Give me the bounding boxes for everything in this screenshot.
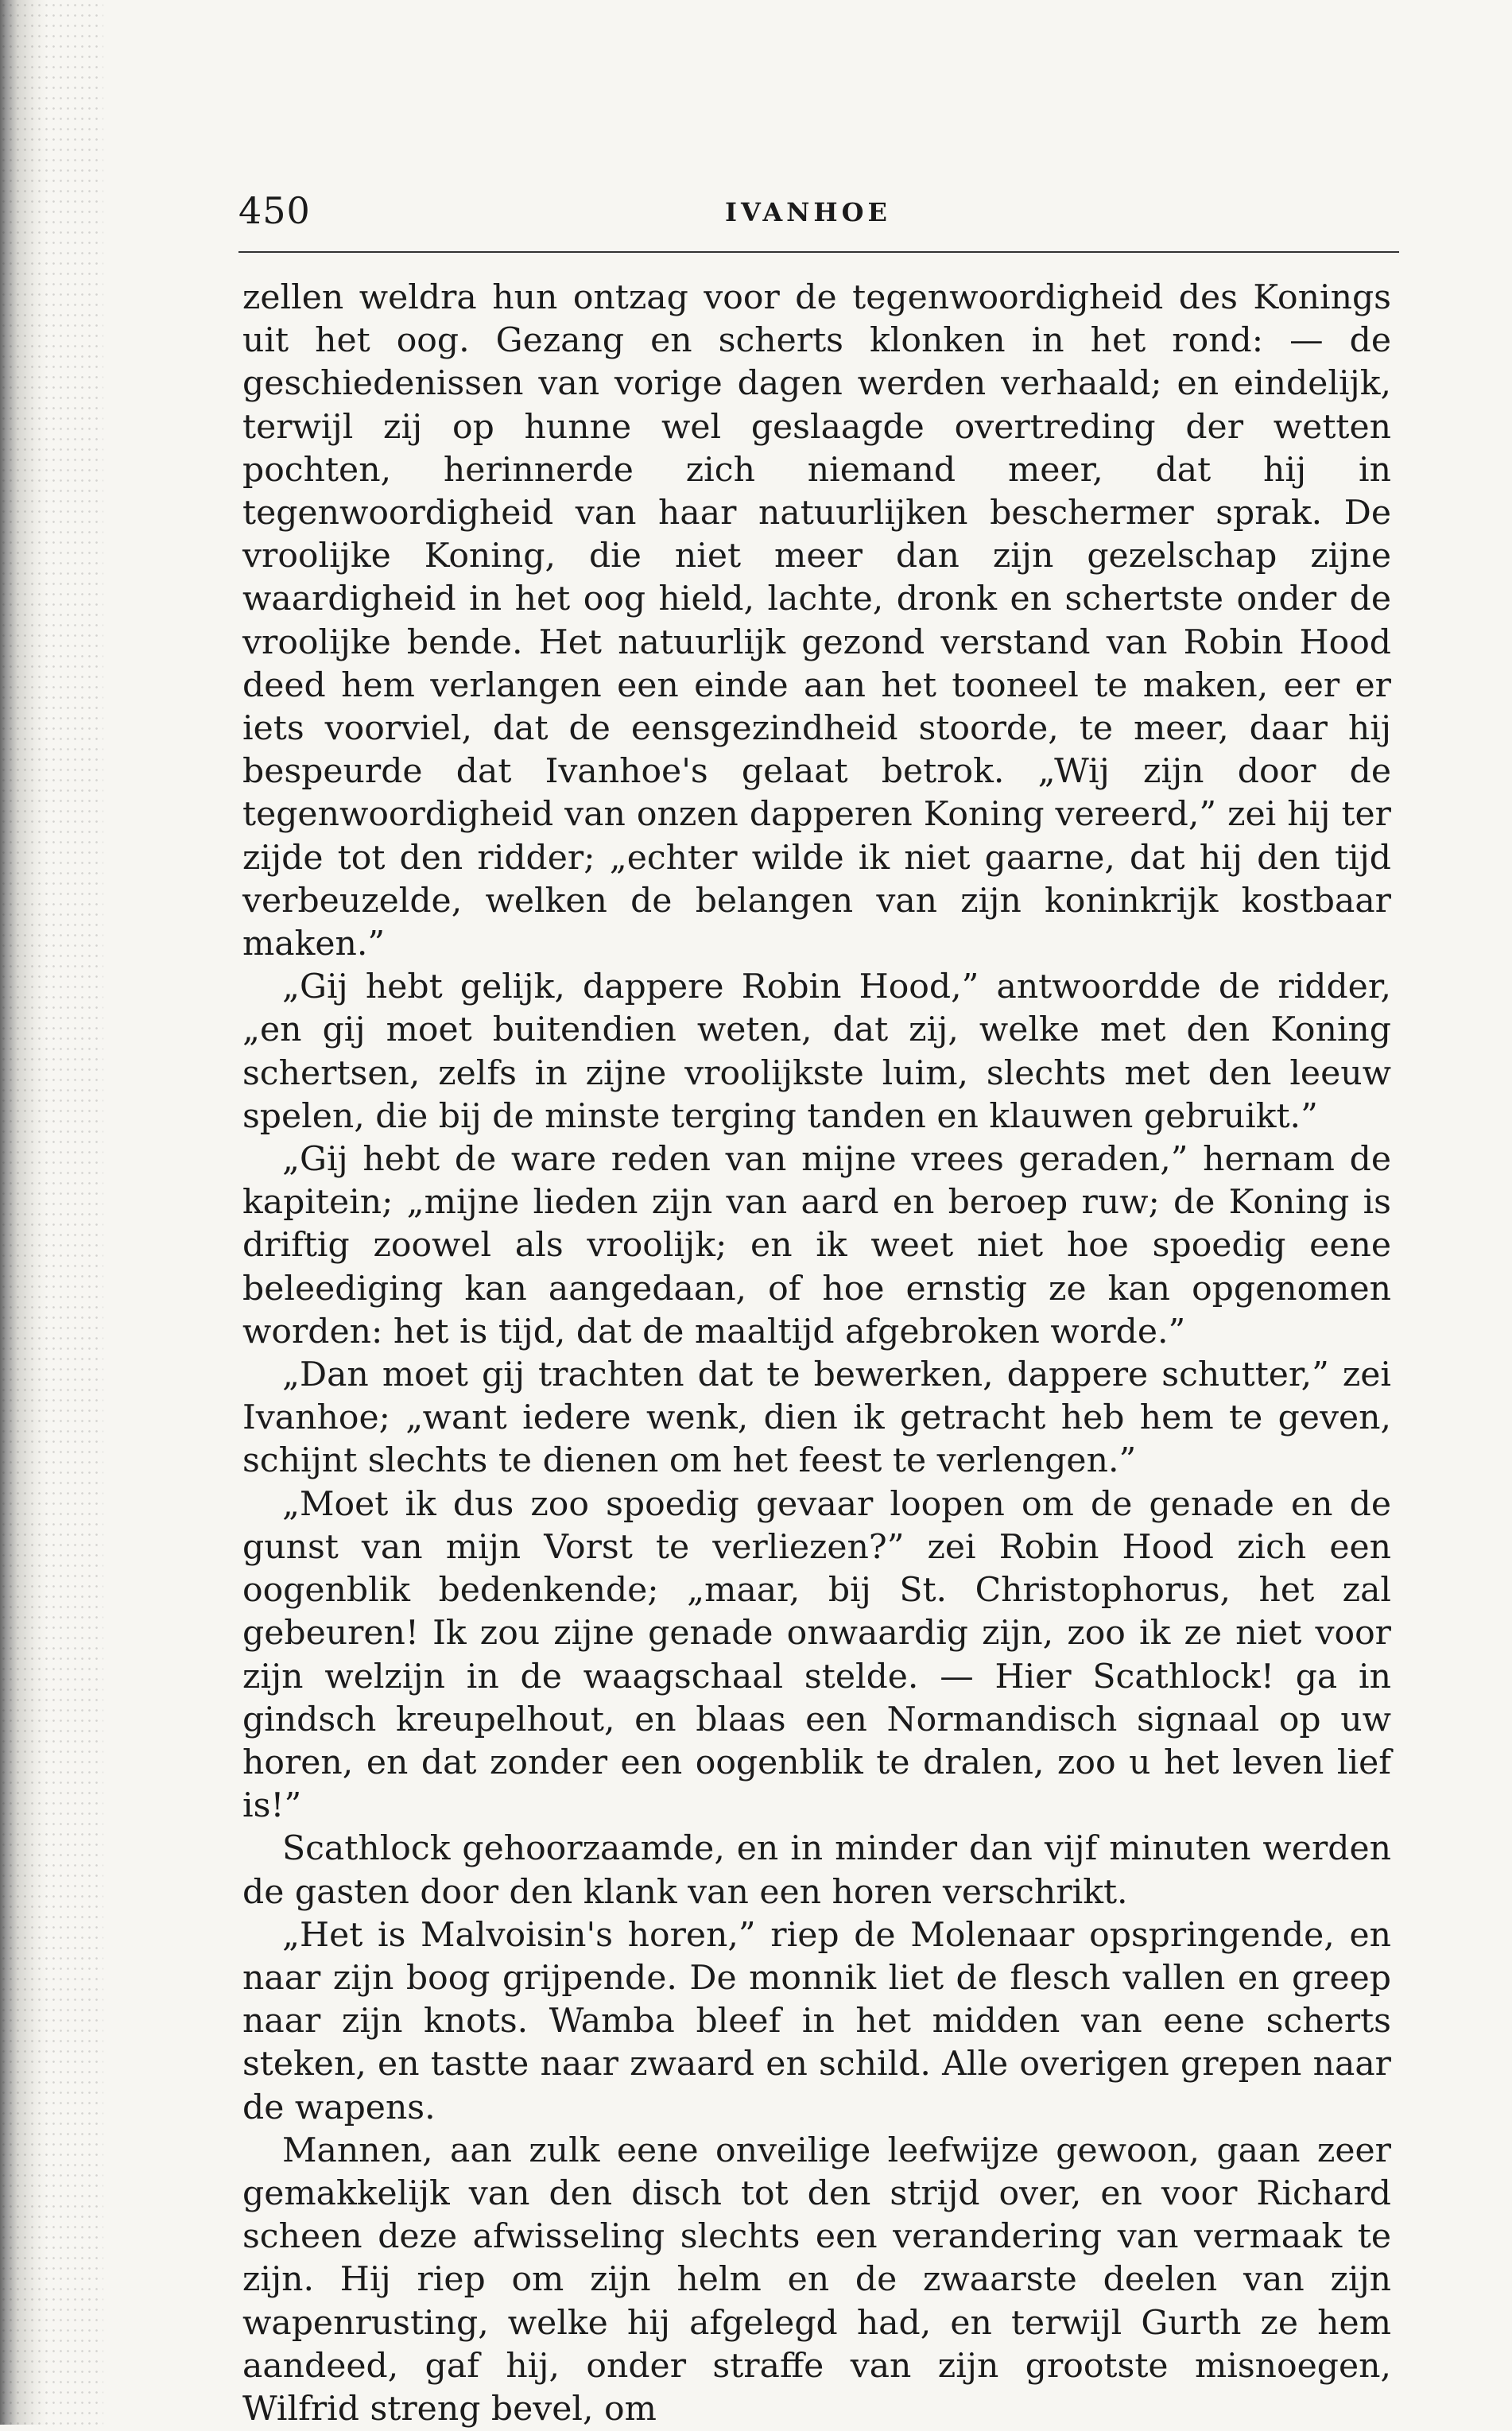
page-number: 450 [238,189,311,232]
scan-speckle [0,0,103,2425]
paragraph-4: „Dan moet gij trachten dat te bewerken, dappere schutter,” zei Ivanhoe; „want iedere wenk, dien ik getracht heb hem te geven, schijnt slechts te dienen om het feest te verlengen.” [242,1355,1391,1481]
page-header [238,189,1399,253]
running-title: IVANHOE [725,197,891,227]
paragraph-5: „Moet ik dus zoo spoedig gevaar loopen om de genade en de gunst van mijn Vorst te verliezen?” zei Robin Hood zich een oogenblik bedenkende; „maar, bij St. Christophorus, het zal gebeuren! Ik zou zijne genade onwaardig zijn, zoo ik ze niet voor zijn welzijn in de waagschaal stelde. — Hier Scathlock! ga in gindsch kreupelhout, en blaas een Normandisch signaal op uw horen, en dat zonder een oogenblik te dralen, zoo u het leven lief is!” [242,1484,1391,1826]
header-rule [238,251,1399,253]
paragraph-6: Scathlock gehoorzaamde, en in minder dan vijf minuten werden de gasten door den klank van een horen verschrikt. [242,1829,1391,1912]
paragraph-7: „Het is Malvoisin's horen,” riep de Molenaar opspringende, en naar zijn boog grijpende. De monnik liet de flesch vallen en greep naar zijn knots. Wamba bleef in het midden van eene scherts steken, en tastte naar zwaard en schild. Alle overigen grepen naar de wapens. [242,1915,1391,2127]
body-text [242,277,1391,2431]
paragraph-3: „Gij hebt de ware reden van mijne vrees geraden,” hernam de kapitein; „mijne lieden zijn van aard en beroep ruw; de Koning is driftig zoowel als vroolijk; en ik weet niet hoe spoedig eene beleediging kan aangedaan, of hoe ernstig ze kan opgenomen worden: het is tijd, dat de maaltijd afgebroken worde.” [242,1140,1391,1351]
paragraph-1: zellen weldra hun ontzag voor de tegenwoordigheid des Konings uit het oog. Gezang en scherts klonken in het rond: — de geschiedenissen van vorige dagen werden verhaald; en eindelijk, terwijl zij op hunne wel geslaagde overtreding der wetten pochten, herinnerde zich niemand meer, dat hij in tegenwoordigheid van haar natuurlijken beschermer sprak. De vroolijke Koning, die niet meer dan zijn gezelschap zijne waardigheid in het oog hield, lachte, dronk en schertste onder de vroolijke bende. Het natuurlijk gezond verstand van Robin Hood deed hem verlangen een einde aan het tooneel te maken, eer er iets voorviel, dat de eensgezindheid stoorde, te meer, daar hij bespeurde dat Ivanhoe's gelaat betrok. „Wij zijn door de tegenwoordigheid van onzen dapperen Koning vereerd,” zei hij ter zijde tot den ridder; „echter wilde ik niet gaarne, dat hij den tijd verbeuzelde, welken de belangen van zijn koninkrijk kostbaar maken.” [242,278,1391,964]
paragraph-8: Mannen, aan zulk eene onveilige leefwijze gewoon, gaan zeer gemakkelijk van den disch tot den strijd over, en voor Richard scheen deze afwisseling slechts een verandering van vermaak te zijn. Hij riep om zijn helm en de zwaarste deelen van zijn wapenrusting, welke hij afgelegd had, en terwijl Gurth ze hem aandeed, gaf hij, onder straffe van zijn grootste misnoegen, Wilfrid streng bevel, om [242,2131,1391,2429]
paragraph-2: „Gij hebt gelijk, dappere Robin Hood,” antwoordde de ridder, „en gij moet buitendien weten, dat zij, welke met den Koning schertsen, zelfs in zijne vroolijkste luim, slechts met den leeuw spelen, die bij de minste terging tanden en klauwen gebruikt.” [242,967,1391,1136]
